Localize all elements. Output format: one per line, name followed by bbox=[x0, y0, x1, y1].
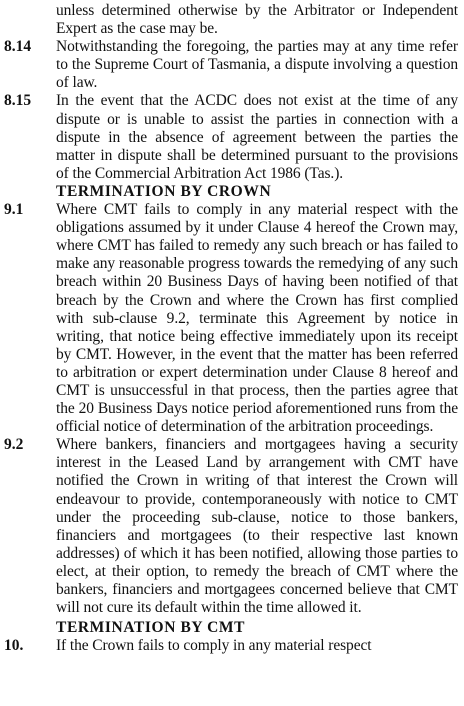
clause-number: 8.14 bbox=[4, 38, 32, 56]
clause-text: In the event that the ACDC does not exist at the time of any dispute or is unable to assist the parties in connection with a dispute in the absence of agreement between the parties the matter in dispute shall be determined pursuant to the provisions of the Commercial Arbitration Act 1986 (Tas.). bbox=[56, 92, 458, 182]
clause-8-14 bbox=[4, 38, 458, 92]
clause-10 bbox=[4, 637, 458, 655]
clause-number: 9.1 bbox=[4, 201, 24, 219]
clause-text: Where bankers, financiers and mortgagees having a security interest in the Leased Land by arrangement with CMT have notified the Crown in writing of that interest the Crown will endeavour to provide, contemporaneously with notice to CMT under the proceeding sub-clause, notice to those bankers, financiers and mortgagees (to their respective last known addresses) of which it has been notified, allowing those parties to elect, at their option, to remedy the breach of CMT where the bankers, financiers and mortgagees concerned believe that CMT will not cure its default within the time allowed it. bbox=[56, 436, 458, 617]
clause-text: Notwithstanding the foregoing, the parties may at any time refer to the Supreme Court of Tasmania, a dispute involving a question of law. bbox=[56, 38, 458, 92]
heading-termination-by-cmt: TERMINATION BY CMT bbox=[56, 619, 246, 637]
clause-9-2 bbox=[4, 436, 458, 617]
continuation-text: unless determined otherwise by the Arbitrator or Independent Expert as the case may be. bbox=[56, 2, 458, 38]
heading-termination-by-crown: TERMINATION BY CROWN bbox=[56, 182, 272, 200]
clause-number: 8.15 bbox=[4, 92, 32, 110]
clause-8-15 bbox=[4, 92, 458, 182]
clause-number: 9.2 bbox=[4, 436, 24, 454]
clause-9-1 bbox=[4, 201, 458, 436]
clause-number: 10. bbox=[4, 637, 24, 655]
clause-text: Where CMT fails to comply in any material respect with the obligations assumed by it under Clause 4 hereof the Crown may, where CMT has failed to remedy any such breach or has failed to make any reasonable progress towards the remedying of any such breach within 20 Business Days of having been notified of that breach by the Crown and where the Crown has first complied with sub-clause 9.2, terminate this Agreement by notice in writing, that notice being effective immediately upon its receipt by CMT. However, in the event that the matter has been referred to arbitration or expert determination under Clause 8 hereof and CMT is unsuccessful in that process, then the parties agree that the 20 Business Days notice period aforementioned runs from the official notice of determination of the arbitration proceedings. bbox=[56, 201, 458, 436]
clause-text: If the Crown fails to comply in any material respect bbox=[56, 637, 372, 655]
